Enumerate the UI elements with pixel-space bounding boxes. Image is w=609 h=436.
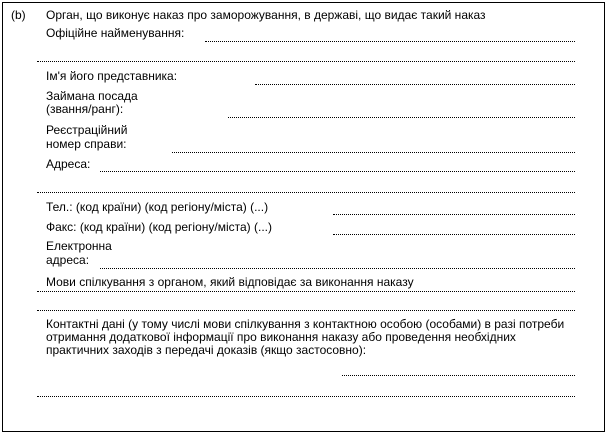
phone-field[interactable] bbox=[333, 214, 575, 215]
official-name-label: Офіційне найменування: bbox=[46, 26, 185, 40]
address-field[interactable] bbox=[100, 171, 575, 172]
official-name-field[interactable] bbox=[205, 41, 575, 42]
case-number-label-line1: Реєстраційний bbox=[46, 123, 128, 137]
fax-field[interactable] bbox=[333, 234, 575, 235]
contact-details-field-line-2[interactable] bbox=[37, 396, 575, 397]
form-section-frame bbox=[2, 2, 605, 432]
email-label-line2: адреса: bbox=[46, 253, 90, 267]
section-marker: (b) bbox=[11, 8, 26, 22]
section-heading: Орган, що виконує наказ про заморожування, в державі, що видає такий наказ bbox=[46, 8, 486, 22]
address-field-line-2[interactable] bbox=[37, 192, 575, 193]
official-name-field-line-2[interactable] bbox=[37, 61, 575, 62]
fax-label: Факс: (код країни) (код регіону/міста) (...) bbox=[46, 220, 272, 234]
address-label: Адреса: bbox=[46, 157, 91, 171]
representative-name-field[interactable] bbox=[255, 84, 575, 85]
email-label-line1: Електронна bbox=[46, 239, 112, 253]
representative-name-label: Ім'я його представника: bbox=[46, 69, 178, 83]
phone-label: Тел.: (код країни) (код регіону/міста) (...) bbox=[46, 200, 269, 214]
languages-field-line-2[interactable] bbox=[37, 310, 575, 311]
languages-field[interactable] bbox=[37, 291, 575, 292]
contact-details-label: Контактні дані (у тому числі мови спілкування з контактною особою (особами) в разі потреби отримання додаткової інформації про виконання наказу або проведення необхідних практичних заходів з передачі доказів (якщо застосовно): bbox=[46, 317, 565, 357]
contact-details-field[interactable] bbox=[342, 375, 575, 376]
case-number-label-line2: номер справи: bbox=[46, 137, 127, 151]
position-label-line1: Займана посада bbox=[46, 89, 138, 103]
case-number-field[interactable] bbox=[172, 152, 575, 153]
position-field[interactable] bbox=[228, 117, 575, 118]
email-field[interactable] bbox=[100, 268, 575, 269]
position-label-line2: (звання/ранг): bbox=[46, 102, 124, 116]
languages-label: Мови спілкування з органом, який відповідає за виконання наказу bbox=[46, 275, 414, 289]
